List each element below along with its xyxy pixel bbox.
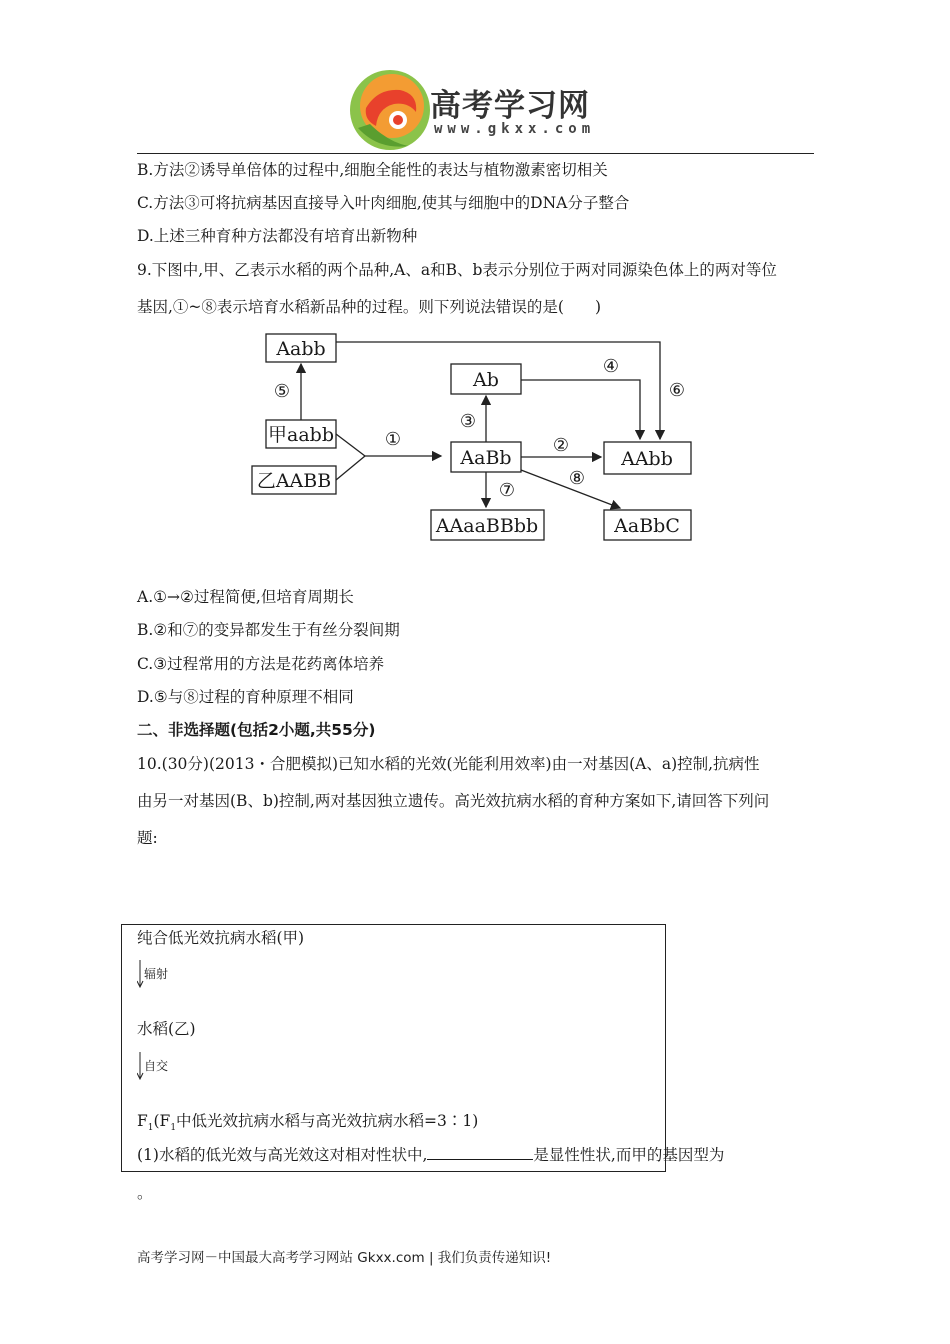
q9-stem-line2: 基因,①~⑧表示培育水稻新品种的过程。则下列说法错误的是( ) xyxy=(137,298,602,316)
step-1: ① xyxy=(384,429,402,450)
section-heading: 二、非选择题(包括2小题,共55分) xyxy=(137,721,376,739)
logo-title: 高考学习网 xyxy=(430,88,590,124)
scheme-step-3 xyxy=(137,1111,478,1138)
step-4: ④ xyxy=(602,356,620,377)
f1-subscript: 1 xyxy=(147,1123,154,1134)
q9-option-b: B.②和⑦的变异都发生于有丝分裂间期 xyxy=(137,621,400,639)
q10-stem-line2: 由另一对基因(B、b)控制,两对基因独立遗传。高光效抗病水稻的育种方案如下,请回答下列问 xyxy=(137,792,770,810)
q10-stem-line1: 10.(30分)(2013・合肥模拟)已知水稻的光效(光能利用效率)由一对基因(A、a)控制,抗病性 xyxy=(137,755,760,773)
logo-url: www.gkxx.com xyxy=(434,121,596,137)
q9-option-d: D.⑤与⑧过程的育种原理不相同 xyxy=(137,688,354,706)
q10-part1-end: 。 xyxy=(137,1184,153,1202)
scheme-step-2: 水稻(乙) xyxy=(137,1020,196,1038)
q9-option-c: C.③过程常用的方法是花药离体培养 xyxy=(137,655,385,673)
f1-subscript-2: 1 xyxy=(170,1123,177,1134)
label-jia: 甲aabb xyxy=(268,424,334,446)
label-aabb-mid: AaBb xyxy=(460,447,512,469)
q10-stem-line3: 题: xyxy=(137,829,158,847)
arrow-label-selfing: 自交 xyxy=(144,1059,169,1073)
f1-symbol: F xyxy=(137,1112,148,1130)
step-3: ③ xyxy=(459,411,477,432)
label-aabb-right: AAbb xyxy=(621,448,673,470)
label-yi: 乙AABB xyxy=(256,470,332,492)
answer-blank[interactable] xyxy=(427,1145,533,1160)
label-tetraploid: AAaaBBbb xyxy=(435,515,539,537)
label-aabbc: AaBbC xyxy=(614,515,680,537)
scheme-step-1: 纯合低光效抗病水稻(甲) xyxy=(137,929,305,947)
step-6: ⑥ xyxy=(668,380,686,401)
header-divider xyxy=(137,153,814,154)
label-ab: Ab xyxy=(473,369,499,391)
site-logo xyxy=(348,68,432,152)
arrow-4 xyxy=(521,380,640,439)
join-yi xyxy=(336,456,365,480)
option-d-q8: D.上述三种育种方法都没有培育出新物种 xyxy=(137,227,418,245)
arrow-label-radiation: 辐射 xyxy=(144,967,169,981)
logo-emblem-icon xyxy=(348,68,432,152)
label-aabb-top: Aabb xyxy=(276,338,326,360)
step-7: ⑦ xyxy=(498,480,516,501)
q10-part1 xyxy=(137,1145,724,1165)
step-2: ② xyxy=(552,435,570,456)
join-jia xyxy=(336,434,365,456)
step-8: ⑧ xyxy=(568,468,586,489)
q10-part1-suffix: 是显性性状,而甲的基因型为 xyxy=(533,1146,725,1164)
f1-ratio-text: 中低光效抗病水稻与高光效抗病水稻=3∶1) xyxy=(176,1112,479,1130)
f1-open: (F xyxy=(153,1112,171,1130)
option-c-q8: C.方法③可将抗病基因直接导入叶肉细胞,使其与细胞中的DNA分子整合 xyxy=(137,194,630,212)
option-b-q8: B.方法②诱导单倍体的过程中,细胞全能性的表达与植物激素密切相关 xyxy=(137,161,608,179)
q10-part1-prefix: (1)水稻的低光效与高光效这对相对性状中, xyxy=(137,1146,428,1164)
step-5: ⑤ xyxy=(273,381,291,402)
q9-stem-line1: 9.下图中,甲、乙表示水稻的两个品种,A、a和B、b表示分别位于两对同源染色体上的两对等位 xyxy=(137,261,777,279)
q9-option-a: A.①→②过程简便,但培育周期长 xyxy=(137,588,354,606)
page-footer: 高考学习网－中国最大高考学习网站 Gkxx.com | 我们负责传递知识! xyxy=(137,1250,552,1266)
breeding-diagram xyxy=(240,326,710,550)
